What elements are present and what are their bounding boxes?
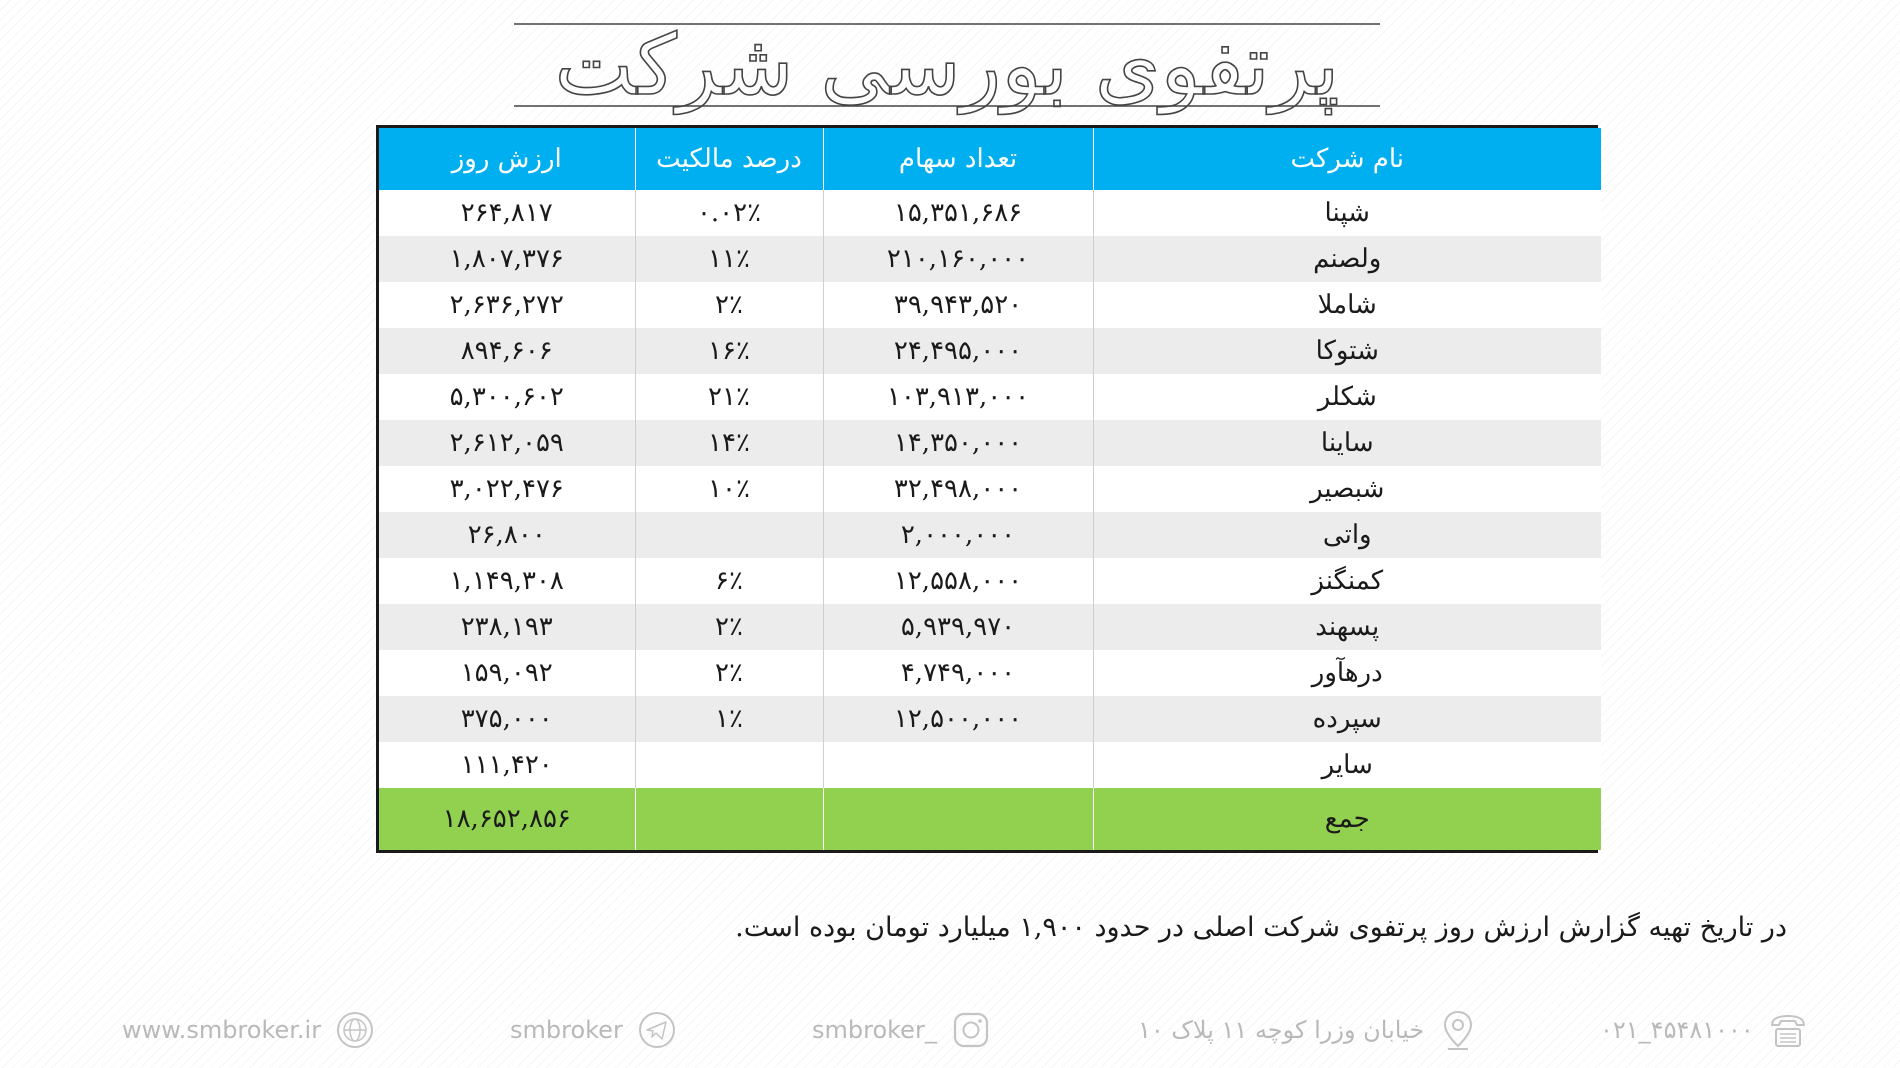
- telegram-text: smbroker: [510, 1016, 623, 1044]
- table-row: [379, 558, 1601, 604]
- cell-percent: ۰.۰۲٪: [635, 190, 823, 236]
- total-label: جمع: [1093, 788, 1601, 850]
- cell-company: ولصنم: [1093, 236, 1601, 282]
- cell-shares: ۴,۷۴۹,۰۰۰: [823, 650, 1093, 696]
- cell-value: ۱۱۱,۴۲۰: [379, 742, 635, 788]
- table-row: [379, 420, 1601, 466]
- address-text: خیابان وزرا کوچه ۱۱ پلاک ۱۰: [1138, 1016, 1425, 1044]
- cell-percent: ۱٪: [635, 696, 823, 742]
- table-row: [379, 282, 1601, 328]
- website-text: www.smbroker.ir: [122, 1016, 322, 1044]
- cell-value: ۱,۱۴۹,۳۰۸: [379, 558, 635, 604]
- cell-value: ۳,۰۲۲,۴۷۶: [379, 466, 635, 512]
- table-row: [379, 650, 1601, 696]
- cell-company: شپنا: [1093, 190, 1601, 236]
- table-row: [379, 742, 1601, 788]
- table-row: [379, 374, 1601, 420]
- cell-value: ۲۳۸,۱۹۳: [379, 604, 635, 650]
- footer-telegram[interactable]: [510, 1005, 677, 1055]
- cell-percent: ۱۴٪: [635, 420, 823, 466]
- total-row: [379, 788, 1601, 850]
- cell-company: شاملا: [1093, 282, 1601, 328]
- cell-value: ۲,۶۳۶,۲۷۲: [379, 282, 635, 328]
- cell-value: ۲۶,۸۰۰: [379, 512, 635, 558]
- portfolio-table: [376, 125, 1598, 853]
- table-row: [379, 236, 1601, 282]
- cell-percent: ۶٪: [635, 558, 823, 604]
- cell-company: شبصیر: [1093, 466, 1601, 512]
- total-shares: [823, 788, 1093, 850]
- cell-percent: ۲٪: [635, 282, 823, 328]
- location-pin-icon: [1438, 1009, 1478, 1051]
- cell-percent: ۱۱٪: [635, 236, 823, 282]
- cell-shares: ۱۵,۳۵۱,۶۸۶: [823, 190, 1093, 236]
- cell-company: شتوکا: [1093, 328, 1601, 374]
- table-row: [379, 328, 1601, 374]
- globe-icon: [335, 1010, 375, 1050]
- cell-shares: ۲۱۰,۱۶۰,۰۰۰: [823, 236, 1093, 282]
- title-outline-art: [512, 10, 1382, 120]
- cell-company: ساینا: [1093, 420, 1601, 466]
- cell-value: ۱۵۹,۰۹۲: [379, 650, 635, 696]
- cell-company: درهآور: [1093, 650, 1601, 696]
- cell-percent: [635, 512, 823, 558]
- footer-address: [1138, 1005, 1478, 1055]
- cell-value: ۵,۳۰۰,۶۰۲: [379, 374, 635, 420]
- cell-company: کمنگنز: [1093, 558, 1601, 604]
- cell-shares: ۳۹,۹۴۳,۵۲۰: [823, 282, 1093, 328]
- cell-company: سپرده: [1093, 696, 1601, 742]
- table-row: [379, 190, 1601, 236]
- cell-value: ۲۶۴,۸۱۷: [379, 190, 635, 236]
- header-company: نام شرکت: [1093, 128, 1601, 190]
- cell-value: ۱,۸۰۷,۳۷۶: [379, 236, 635, 282]
- phone-text: ۰۲۱_۴۵۴۸۱۰۰۰: [1600, 1016, 1754, 1044]
- page-title: [512, 10, 1382, 120]
- cell-value: ۲,۶۱۲,۰۵۹: [379, 420, 635, 466]
- table-row: [379, 512, 1601, 558]
- cell-percent: ۱۶٪: [635, 328, 823, 374]
- cell-shares: ۲۴,۴۹۵,۰۰۰: [823, 328, 1093, 374]
- cell-value: ۳۷۵,۰۰۰: [379, 696, 635, 742]
- cell-shares: ۱۰۳,۹۱۳,۰۰۰: [823, 374, 1093, 420]
- instagram-text: smbroker_: [812, 1016, 937, 1044]
- cell-value: ۸۹۴,۶۰۶: [379, 328, 635, 374]
- table-row: [379, 696, 1601, 742]
- total-percent: [635, 788, 823, 850]
- header-shares: تعداد سهام: [823, 128, 1093, 190]
- table-header-row: [379, 128, 1601, 190]
- cell-percent: [635, 742, 823, 788]
- cell-shares: ۱۴,۳۵۰,۰۰۰: [823, 420, 1093, 466]
- table-row: [379, 604, 1601, 650]
- cell-shares: ۱۲,۵۵۸,۰۰۰: [823, 558, 1093, 604]
- cell-company: واتی: [1093, 512, 1601, 558]
- title-text: پرتفوی بورسی شرکت: [554, 16, 1340, 114]
- total-value: ۱۸,۶۵۲,۸۵۶: [379, 788, 635, 850]
- cell-shares: ۳۲,۴۹۸,۰۰۰: [823, 466, 1093, 512]
- cell-percent: ۲٪: [635, 604, 823, 650]
- cell-percent: ۱۰٪: [635, 466, 823, 512]
- cell-shares: ۲,۰۰۰,۰۰۰: [823, 512, 1093, 558]
- cell-company: پسهند: [1093, 604, 1601, 650]
- cell-percent: ۲۱٪: [635, 374, 823, 420]
- summary-note: در تاریخ تهیه گزارش ارزش روز پرتفوی شرکت اصلی در حدود ۱,۹۰۰ میلیارد تومان بوده است.: [735, 912, 1787, 943]
- cell-shares: ۵,۹۳۹,۹۷۰: [823, 604, 1093, 650]
- cell-company: شکلر: [1093, 374, 1601, 420]
- cell-company: سایر: [1093, 742, 1601, 788]
- telegram-icon: [637, 1010, 677, 1050]
- cell-shares: ۱۲,۵۰۰,۰۰۰: [823, 696, 1093, 742]
- footer: [0, 1005, 1900, 1055]
- footer-website[interactable]: [122, 1005, 375, 1055]
- header-value: ارزش روز: [379, 128, 635, 190]
- cell-shares: [823, 742, 1093, 788]
- footer-instagram[interactable]: [812, 1005, 991, 1055]
- footer-phone[interactable]: [1600, 1005, 1808, 1055]
- instagram-icon: [951, 1010, 991, 1050]
- cell-percent: ۲٪: [635, 650, 823, 696]
- header-percent: درصد مالکیت: [635, 128, 823, 190]
- table-row: [379, 466, 1601, 512]
- phone-icon: [1768, 1010, 1808, 1050]
